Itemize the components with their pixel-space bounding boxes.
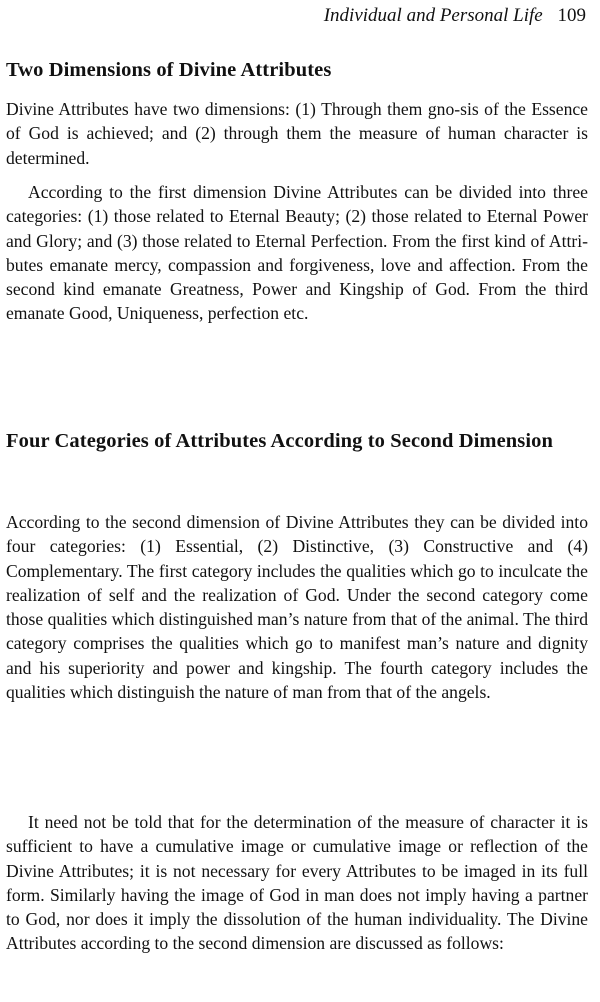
section-heading-two-dimensions: Two Dimensions of Divine Attributes (6, 59, 332, 81)
section-heading-four-categories: Four Categories of Attributes According to Second Dimension (6, 430, 554, 452)
page-number: 109 (557, 5, 586, 26)
running-header-title: Individual and Personal Life (323, 5, 543, 26)
paragraph: According to the second dimension of Divine Attributes they can be divided into four categories: (1) Essential, (2) Distinctive, (3) Constructive and (4) Complementary. The first category includes the qualities which go to inculcate the realization of self and the realization of God. Under the second category come those qualities which distinguished man’s nature from that of the animal. The third category comprises the qualities which go to manifest man’s nature and dignity and his superiority and power and kingship. The fourth category includes the qualities which distinguish the nature of man from that of the angels. (6, 512, 588, 703)
paragraph: Divine Attributes have two dimensions: (1) Through them gno-sis of the Essence of God is achieved; and (2) through them the measure of human character is determined. (6, 99, 588, 168)
paragraph: It need not be told that for the determination of the measure of character it is sufficient to have a cumulative image or cumulative image or reflection of the Divine Attributes; it is not necessary for every Attributes to be imaged in its full form. Similarly having the image of God in man does not imply having a partner to God, nor does it imply the dissolution of the human individuality. The Divine Attributes according to the second dimension are discussed as follows: (6, 812, 588, 954)
paragraph: According to the first dimension Divine Attributes can be divided into three categories: (1) those related to Eternal Beauty; (2) those related to Eternal Power and Glory; and (3) those related to Eternal Perfection. From the first kind of Attri-butes emanate mercy, compassion and forgiveness, love and affection. From the second kind emanate Greatness, Power and Kingship of God. From the third emanate Good, Uniqueness, perfection etc. (6, 182, 588, 324)
running-header (324, 4, 586, 28)
